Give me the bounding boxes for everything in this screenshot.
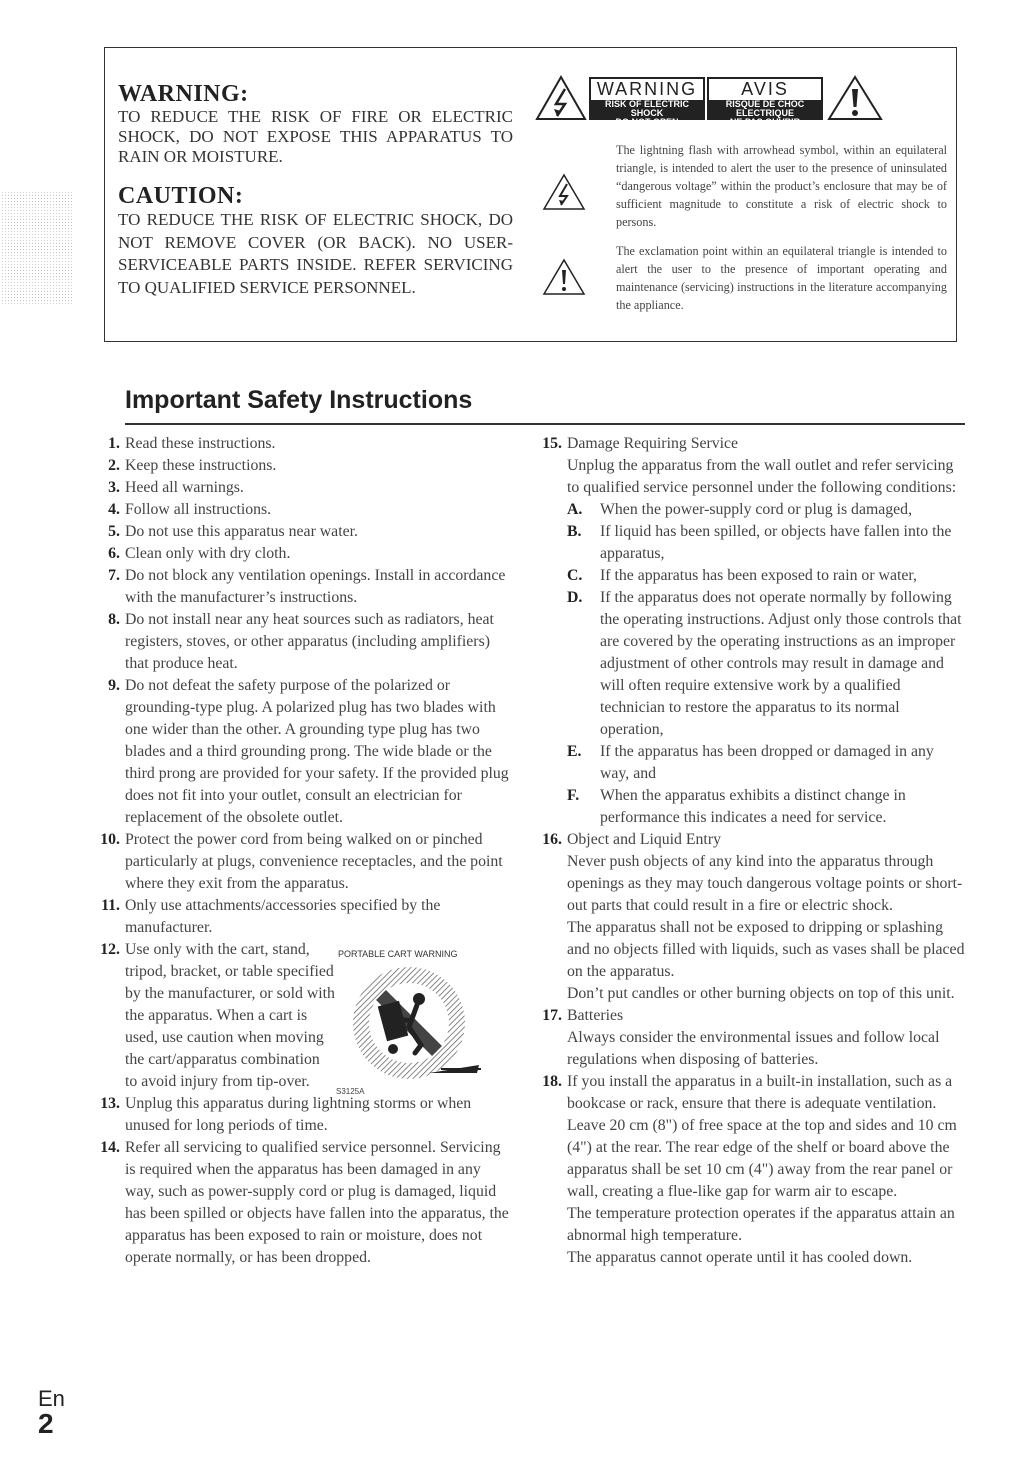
- instruction-item: [99, 1093, 512, 1137]
- sub-letter: F.: [567, 787, 580, 804]
- item-paragraph: Always consider the environmental issues and follow local regulations when disposing of batteries.: [567, 1029, 940, 1068]
- section-title: Important Safety Instructions: [125, 386, 473, 414]
- item-text: Protect the power cord from being walked on or pinched particularly at plugs, convenience receptacles, and the point where they exit from the apparatus.: [125, 831, 503, 892]
- instruction-item: [99, 675, 512, 829]
- warning-text: TO REDUCE THE RISK OF FIRE OR ELECTRIC SHOCK, DO NOT EXPOSE THIS APPARATUS TO RAIN OR MOISTURE.: [118, 107, 513, 166]
- item-text: Heed all warnings.: [125, 479, 244, 496]
- item-text: Read these instructions.: [125, 435, 276, 452]
- item-number: 16.: [542, 831, 562, 848]
- cart-code: S3125A: [336, 1087, 365, 1096]
- item-number: 12.: [100, 941, 120, 958]
- warning-label-sub: [591, 99, 703, 127]
- instruction-item: [99, 565, 512, 609]
- exclamation-symbol-row: [535, 242, 947, 314]
- caution-heading: CAUTION:: [118, 183, 244, 209]
- sub-item: [567, 565, 966, 587]
- item-text: Only use attachments/accessories specified by the manufacturer.: [125, 897, 441, 936]
- language-label: En: [38, 1386, 65, 1411]
- item-text: Refer all servicing to qualified service personnel. Servicing is required when the apparatus has been damaged in any way, such as power-supply cord or plug is damaged, liquid has been spilled or objects have fallen into the apparatus, the apparatus has been exposed to rain or moisture, does not operate normally, or has been dropped.: [125, 1139, 509, 1266]
- item-title: Damage Requiring Service: [567, 435, 739, 452]
- sub-item: [567, 741, 966, 785]
- item-body: [567, 433, 966, 829]
- sub-text: If liquid has been spilled, or objects have fallen into the apparatus,: [600, 523, 952, 562]
- instruction-item-17: [541, 1005, 966, 1071]
- avis-label-box: [707, 77, 823, 127]
- sub-text: If the apparatus has been exposed to rain or water,: [600, 567, 917, 584]
- instruction-item: [99, 433, 512, 455]
- instruction-item: [99, 521, 512, 543]
- item-number: 4.: [108, 501, 120, 518]
- exclamation-triangle-icon: [827, 75, 883, 121]
- item-number: 9.: [108, 677, 120, 694]
- item-number: 17.: [542, 1007, 562, 1024]
- sub-item: [567, 521, 966, 565]
- item-text: Do not defeat the safety purpose of the polarized or grounding-type plug. A polarized plug has two blades with one wider than the other. A grounding type plug has two blades and a third grounding prong. The wide blade or the third prong are provided for your safety. If the provided plug does not fit into your outlet, consult an electrician for replacement of the obsolete outlet.: [125, 677, 509, 826]
- item-number: 3.: [108, 479, 120, 496]
- item-number: 6.: [108, 545, 120, 562]
- item-text: Do not block any ventilation openings. Install in accordance with the manufacturer’s instructions.: [125, 567, 506, 606]
- warning-label-sub1: RISK OF ELECTRIC SHOCK: [604, 99, 689, 118]
- item-title: Batteries: [567, 1007, 624, 1024]
- warning-label-sub2: DO NOT OPEN: [615, 117, 679, 127]
- avis-label-sub1: RISQUE DE CHOC ELECTRIQUE: [725, 99, 805, 118]
- item-number: 10.: [100, 831, 120, 848]
- item-title: If you install the apparatus in a built-in installation, such as a bookcase or rack, ensure that there is adequate ventilation.: [567, 1073, 953, 1112]
- item-text: Keep these instructions.: [125, 457, 277, 474]
- warning-heading: WARNING:: [118, 81, 249, 107]
- instruction-item-15: [541, 433, 966, 829]
- item-text: Do not use this apparatus near water.: [125, 523, 358, 540]
- item-number: 18.: [542, 1073, 562, 1090]
- portable-cart-warning-figure: [335, 939, 495, 1096]
- instruction-item: [99, 455, 512, 477]
- sub-letter: E.: [567, 743, 582, 760]
- sub-letter: D.: [567, 589, 583, 606]
- sub-letter: C.: [567, 567, 583, 584]
- item-text: Follow all instructions.: [125, 501, 272, 518]
- sub-item: [567, 499, 966, 521]
- instruction-item-cart: [99, 939, 512, 1096]
- sub-text: If the apparatus does not operate normally by following the operating instructions. Adjust only those controls that are covered by the operating instructions as an improper adjustment of other controls may result in damage and will often require extensive work by a qualified technician to restore the apparatus to its normal operation,: [600, 589, 962, 738]
- item-number: 13.: [100, 1095, 120, 1112]
- item-paragraph: Leave 20 cm (8") of free space at the top and sides and 10 cm (4") at the rear. The rear edge of the shelf or board above the apparatus shall be set 10 cm (4") away from the rear panel or wall, creating a flue-like gap for warm air to escape.: [567, 1117, 957, 1200]
- scan-artifact: [2, 192, 72, 304]
- lightning-symbol-text: The lightning flash with arrowhead symbol, within an equilateral triangle, is intended to alert the user to the presence of uninsulated “dangerous voltage” within the product’s enclosure that may be of sufficient magnitude to constitute a risk of electric shock to persons.: [616, 143, 947, 229]
- exclamation-symbol-icon: [542, 258, 586, 296]
- instruction-item: [99, 1137, 512, 1269]
- warning-banner: [535, 75, 947, 127]
- caution-text: TO REDUCE THE RISK OF ELECTRIC SHOCK, DO NOT REMOVE COVER (OR BACK). NO USER-SERVICEABLE PARTS INSIDE. REFER SERVICING TO QUALIFIED SERVICE PERSONNEL.: [118, 210, 513, 297]
- sub-letter: A.: [567, 501, 583, 518]
- instruction-item-18: [541, 1071, 966, 1269]
- left-column: [99, 433, 512, 1269]
- instruction-item: [99, 829, 512, 895]
- item-paragraph: The temperature protection operates if the apparatus attain an abnormal high temperature.: [567, 1205, 955, 1244]
- cart-warning-label: PORTABLE CART WARNING: [338, 949, 458, 959]
- instruction-item-16: [541, 829, 966, 1005]
- item-body: [567, 1071, 966, 1269]
- item-number: 1.: [108, 435, 120, 452]
- sub-text: If the apparatus has been dropped or damaged in any way, and: [600, 743, 934, 782]
- item-title: Object and Liquid Entry: [567, 831, 721, 848]
- sub-text: When the power-supply cord or plug is damaged,: [600, 501, 913, 518]
- item-number: 8.: [108, 611, 120, 628]
- avis-label-sub: [709, 99, 821, 127]
- sub-item: [567, 785, 966, 829]
- item-paragraph: The apparatus cannot operate until it has cooled down.: [567, 1249, 913, 1266]
- instruction-item: [99, 895, 512, 939]
- page-number: 2: [38, 1408, 54, 1439]
- item-text: Unplug this apparatus during lightning storms or when unused for long periods of time.: [125, 1095, 472, 1134]
- item-text: Clean only with dry cloth.: [125, 545, 291, 562]
- item-body: [567, 829, 966, 1005]
- item-text: Do not install near any heat sources such as radiators, heat registers, stoves, or other apparatus (including amplifiers) that produce heat.: [125, 611, 494, 672]
- avis-label-title: AVIS: [741, 79, 789, 99]
- lightning-triangle-icon: [535, 75, 587, 121]
- exclamation-symbol-text: The exclamation point within an equilateral triangle is intended to alert the user to the presence of important operating and maintenance (servicing) instructions in the literature accompanying the appliance.: [616, 244, 947, 312]
- item-body: [567, 1005, 966, 1071]
- avis-label-sub2: NE PAS OUVRIR: [729, 117, 801, 127]
- item-number: 14.: [100, 1139, 120, 1156]
- warning-box: [104, 47, 957, 342]
- lightning-symbol-icon: [542, 173, 586, 211]
- instruction-item: [99, 609, 512, 675]
- item-text: Use only with the cart, stand, tripod, bracket, or table specified by the manufacturer, or sold with the apparatus. When a cart is used, use caution when moving the cart/apparatus combination to avoid injury from tip-over.: [125, 941, 335, 1090]
- item-number: 5.: [108, 523, 120, 540]
- item-intro: Unplug the apparatus from the wall outlet and refer servicing to qualified service personnel under the following conditions:: [567, 457, 957, 496]
- item-paragraph: Never push objects of any kind into the apparatus through openings as they may touch dangerous voltage points or short-out parts that could result in a fire or electric shock.: [567, 853, 963, 914]
- symbols-column: [535, 75, 947, 314]
- item-number: 7.: [108, 567, 120, 584]
- item-paragraph: Don’t put candles or other burning objects on top of this unit.: [567, 985, 955, 1002]
- title-rule: [125, 423, 965, 425]
- instruction-item: [99, 477, 512, 499]
- sub-item: [567, 587, 966, 741]
- instruction-item: [99, 543, 512, 565]
- warning-label-title: WARNING: [596, 79, 698, 99]
- item-number: 2.: [108, 457, 120, 474]
- right-column: [541, 433, 966, 1269]
- item-paragraph: The apparatus shall not be exposed to dripping or splashing and no objects filled with liquids, such as vases shall be placed on the apparatus.: [567, 919, 965, 980]
- item-number: 15.: [542, 435, 562, 452]
- warning-caution-column: [118, 81, 513, 299]
- lightning-symbol-row: [535, 141, 947, 231]
- sub-text: When the apparatus exhibits a distinct change in performance this indicates a need for service.: [600, 787, 906, 826]
- cart-item-body: [125, 939, 512, 1096]
- cart-tipover-icon: [349, 961, 484, 1086]
- warning-label-box: [589, 77, 705, 127]
- item-number: 11.: [101, 897, 120, 914]
- instruction-item: [99, 499, 512, 521]
- sub-letter: B.: [567, 523, 582, 540]
